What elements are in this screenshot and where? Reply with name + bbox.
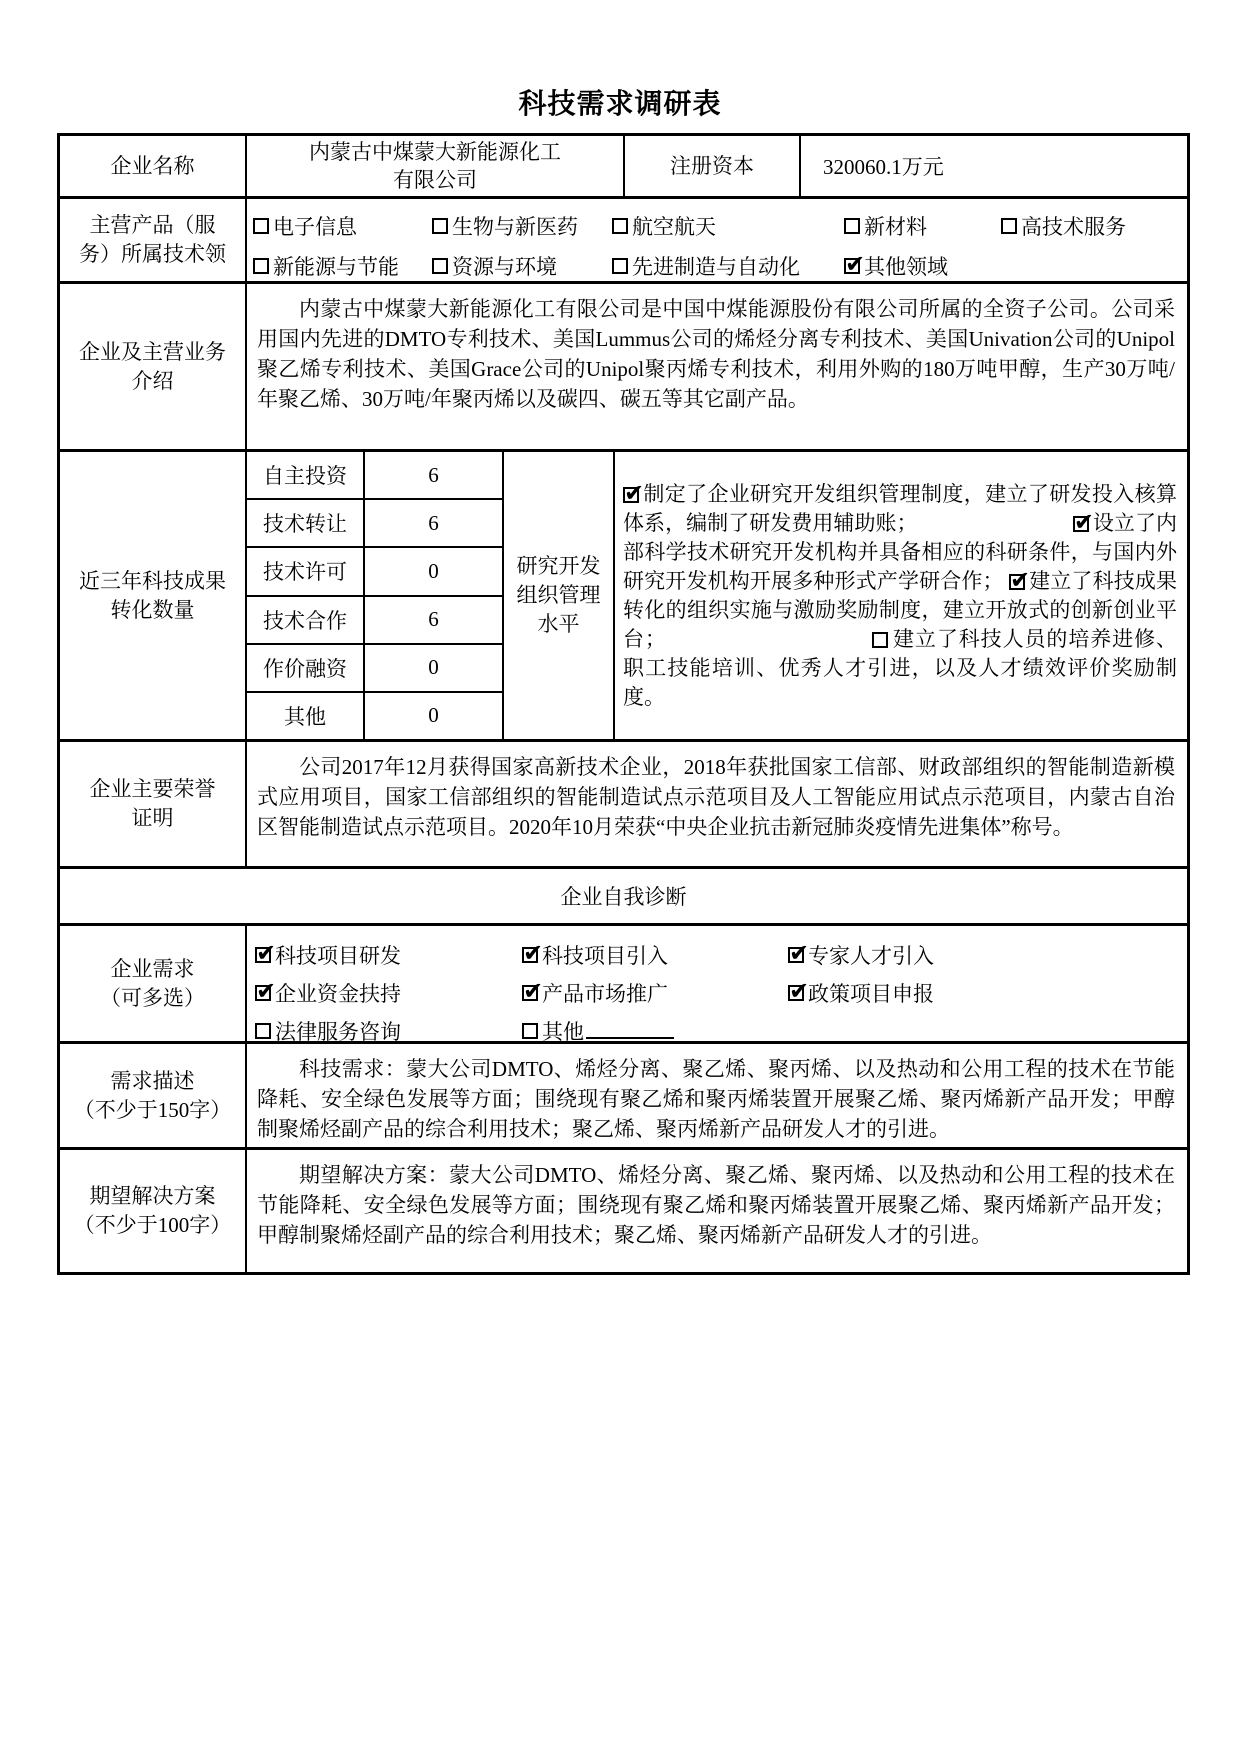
tech-field-option[interactable]: 生物与新医药 (432, 211, 612, 241)
tech-field-option[interactable]: 高技术服务 (1001, 211, 1181, 241)
company-name-label: 企业名称 (110, 153, 195, 178)
checkbox-icon[interactable] (788, 985, 804, 1001)
achievement-type: 技术许可 (263, 560, 347, 585)
achievements-subtable (245, 452, 502, 739)
checkbox-icon[interactable] (1073, 516, 1089, 532)
row-self-diagnosis (60, 866, 1187, 923)
checkbox-icon[interactable] (432, 218, 448, 234)
expected-solution-label: 期望解决方案 （不少于100字） (73, 1184, 232, 1237)
registered-capital-label: 注册资本 (623, 136, 799, 196)
form-title: 科技需求调研表 (518, 89, 722, 120)
checkbox-icon[interactable] (844, 258, 860, 274)
tech-fields-label: 主营产品（服 务）所属技术领 (79, 213, 226, 266)
survey-table (57, 133, 1190, 1275)
checkbox-icon[interactable] (612, 218, 628, 234)
table-row (247, 498, 502, 546)
tech-field-option[interactable]: 电子信息 (253, 211, 432, 241)
honors-label: 企业主要荣誉 证明 (89, 777, 216, 830)
checkbox-icon[interactable] (623, 487, 639, 503)
achievement-count: 0 (363, 693, 502, 739)
tech-field-option[interactable]: 先进制造与自动化 (612, 251, 844, 281)
achievement-type: 技术转让 (263, 512, 347, 537)
tech-field-option[interactable]: 资源与环境 (432, 251, 612, 281)
checkbox-icon[interactable] (522, 947, 538, 963)
achievement-count: 0 (363, 548, 502, 594)
tech-field-option[interactable]: 新材料 (844, 211, 1001, 241)
need-option-other[interactable]: 其他 (522, 1016, 788, 1046)
checkbox-icon[interactable] (788, 947, 804, 963)
rd-management-text: ✔制定了企业研究开发组织管理制度，建立了研发投入核算体系，编制了研发费用辅助账； ✔ 设立了内部科学技术研究开发机构并具备相应的科研条件，与国内外研究开发机构开展多种形式产学研合作； ✔ 建立了科技成果转化的组织实施与激励奖励制度，建立开放式的创新创业平台； 建立了科技人员的培养进修、职工技能培训、优秀人才引进，以及人才绩效评价奖励制度。 (613, 452, 1187, 739)
table-row (247, 643, 502, 691)
checkbox-icon[interactable] (522, 1023, 538, 1039)
spacer (918, 529, 1068, 530)
checkbox-icon[interactable] (1009, 574, 1025, 590)
row-expected-solution (60, 1147, 1187, 1272)
company-name-value: 内蒙古中煤蒙大新能源化工 有限公司 (245, 136, 623, 196)
checkbox-icon[interactable] (844, 218, 860, 234)
needs-label: 企业需求 （可多选） (100, 956, 205, 1010)
achievement-type: 作价融资 (263, 656, 347, 681)
demand-desc-text: 科技需求：蒙大公司DMTO、烯烃分离、聚乙烯、聚丙烯、以及热动和公用工程的技术在节能降耗、安全绿色发展等方面；围绕现有聚乙烯和聚丙烯装置开展聚乙烯、聚丙烯新产品开发；甲醇制聚烯烃副产品的综合利用技术；聚乙烯、聚丙烯新产品研发人才的引进。 (245, 1044, 1187, 1147)
tech-field-option[interactable]: 新能源与节能 (253, 251, 432, 281)
row-needs (60, 923, 1187, 1044)
need-option[interactable]: ✔ 政策项目申报 (788, 978, 1181, 1008)
checkbox-icon[interactable] (255, 985, 271, 1001)
registered-capital-value: 320060.1万元 (799, 136, 1187, 196)
tech-field-option[interactable]: 航空航天 (612, 211, 844, 241)
honors-text: 公司2017年12月获得国家高新技术企业，2018年获批国家工信部、财政部组织的智能制造新模式应用项目，国家工信部组织的智能制造试点示范项目及人工智能应用试点示范项目，内蒙古自治区智能制造试点示范项目。2020年10月荣获“中央企业抗击新冠肺炎疫情先进集体”称号。 (245, 742, 1187, 866)
need-option[interactable]: ✔ 专家人才引入 (788, 940, 1181, 970)
needs-options (245, 926, 1187, 1044)
achievement-count: 6 (363, 452, 502, 498)
checkbox-icon[interactable] (522, 985, 538, 1001)
row-company (60, 136, 1187, 196)
achievement-type: 技术合作 (263, 608, 347, 633)
tech-field-option[interactable]: ✔ 其他领域 (844, 251, 1001, 281)
need-option[interactable]: ✔ 科技项目研发 (255, 940, 522, 970)
business-intro-label: 企业及主营业务 介绍 (79, 339, 226, 393)
checkbox-icon[interactable] (432, 258, 448, 274)
checkbox-icon[interactable] (1001, 218, 1017, 234)
table-row (247, 691, 502, 739)
row-achievements (60, 449, 1187, 739)
other-fill-in-blank[interactable] (586, 1024, 674, 1039)
business-intro-text: 内蒙古中煤蒙大新能源化工有限公司是中国中煤能源股份有限公司所属的全资子公司。公司采用国内先进的DMTO专利技术、美国Lummus公司的烯烃分离专利技术、美国Univation公司的Unipol聚乙烯专利技术、美国Grace公司的Unipol聚丙烯专利技术，利用外购的180万吨甲醇，生产30万吨/年聚乙烯、30万吨/年聚丙烯以及碳四、碳五等其它副产品。 (245, 284, 1187, 449)
checkbox-icon[interactable] (253, 218, 269, 234)
row-honors (60, 739, 1187, 866)
achievements-label: 近三年科技成果 转化数量 (79, 568, 226, 622)
self-diagnosis-title: 企业自我诊断 (560, 885, 687, 909)
rd-management-label: 研究开发 组织管理 水平 (502, 452, 613, 739)
achievement-type: 自主投资 (263, 464, 347, 489)
need-option[interactable]: ✔ 科技项目引入 (522, 940, 788, 970)
checkbox-icon[interactable] (255, 947, 271, 963)
achievement-count: 0 (363, 645, 502, 691)
need-option[interactable]: 法律服务咨询 (255, 1016, 522, 1046)
achievement-count: 6 (363, 500, 502, 546)
row-tech-fields (60, 196, 1187, 281)
checkbox-icon[interactable] (872, 632, 888, 648)
expected-solution-text: 期望解决方案：蒙大公司DMTO、烯烃分离、聚乙烯、聚丙烯、以及热动和公用工程的技术在节能降耗、安全绿色发展等方面；围绕现有聚乙烯和聚丙烯装置开展聚乙烯、聚丙烯新产品开发；甲醇制聚烯烃副产品的综合利用技术；聚乙烯、聚丙烯新产品研发人才的引进。 (245, 1150, 1187, 1272)
table-row (247, 595, 502, 643)
tech-fields-options (245, 199, 1187, 281)
need-option[interactable]: ✔ 产品市场推广 (522, 978, 788, 1008)
row-business-intro (60, 281, 1187, 449)
table-row (247, 452, 502, 498)
row-demand-desc (60, 1041, 1187, 1147)
achievement-type: 其他 (284, 704, 326, 729)
achievement-count: 6 (363, 597, 502, 643)
table-row (247, 546, 502, 594)
need-option[interactable]: ✔ 企业资金扶持 (255, 978, 522, 1008)
demand-desc-label: 需求描述 （不少于150字） (73, 1068, 232, 1122)
checkbox-icon[interactable] (255, 1023, 271, 1039)
checkbox-icon[interactable] (612, 258, 628, 274)
checkbox-icon[interactable] (253, 258, 269, 274)
spacer (666, 645, 866, 646)
